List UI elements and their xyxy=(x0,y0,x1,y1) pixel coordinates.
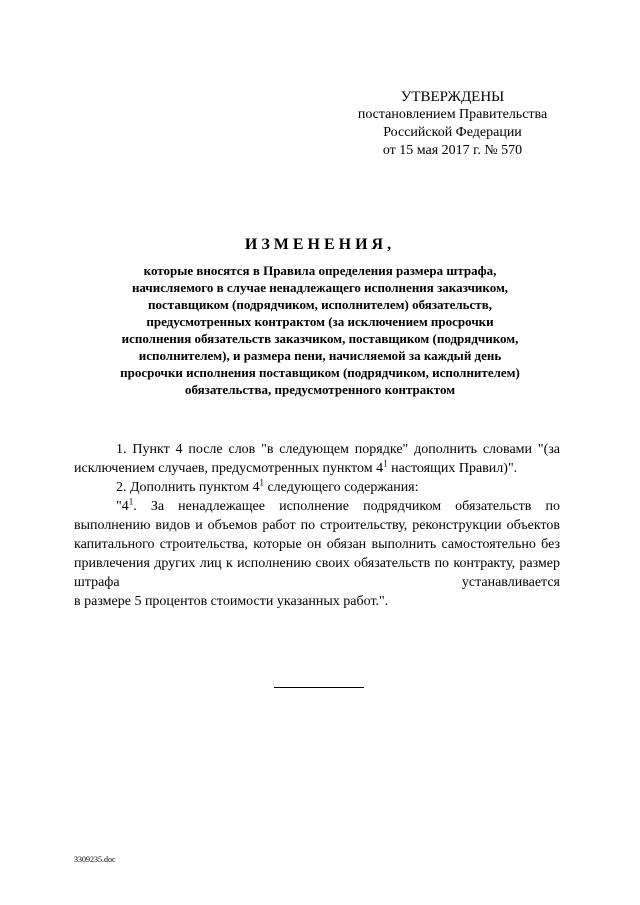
subtitle-line: предусмотренных контрактом (за исключением просрочки xyxy=(146,314,494,329)
approval-date-line: от 15 мая 2017 г. № 570 xyxy=(382,143,523,158)
paragraph-1-text: 1. Пункт 4 после слов "в следующем порядке" дополнить словами "(за исключением случаев, предусмотренных пунктом 4 xyxy=(74,442,560,476)
document-subtitle xyxy=(60,262,580,398)
paragraph-2-text-end: следующего содержания: xyxy=(263,480,419,495)
paragraph-3-text: . За ненадлежащее исполнение подрядчиком обязательств по выполнению видов и объемов работ по строительству, реконструкции объектов капитального строительства, которые он обязан выполнить самостоятельно без привлечения других лиц к исполнению своих обязательств по контракту, размер штрафа устанавливается xyxy=(74,499,560,590)
paragraph-2-text: 2. Дополнить пунктом 4 xyxy=(116,480,260,495)
subtitle-line: обязательства, предусмотренного контрактом xyxy=(184,382,456,397)
paragraph-2 xyxy=(74,478,560,497)
approval-stamp xyxy=(345,88,560,160)
subtitle-line: поставщиком (подрядчиком, исполнителем) обязательств, xyxy=(148,297,492,312)
document-body xyxy=(74,440,560,611)
superscript: 1 xyxy=(259,477,264,488)
superscript: 1 xyxy=(128,496,134,507)
superscript: 1 xyxy=(383,458,388,469)
subtitle-line: которые вносятся в Правила определения размера штрафа, xyxy=(143,263,497,278)
paragraph-1 xyxy=(74,440,560,478)
divider-line xyxy=(274,687,364,688)
paragraph-3-last-line: в размере 5 процентов стоимости указанных работ.". xyxy=(74,594,389,609)
approval-line-1: постановлением Правительства xyxy=(357,107,548,122)
subtitle-line: начисляемого в случае ненадлежащего исполнения заказчиком, xyxy=(131,280,509,295)
subtitle-line: исполнения обязательств заказчиком, поставщиком (подрядчиком, xyxy=(121,331,519,346)
document-heading xyxy=(60,236,580,398)
subtitle-line: просрочки исполнения поставщиком (подрядчиком, исполнителем) xyxy=(120,365,520,380)
approval-line-2: Российской Федерации xyxy=(383,125,522,140)
subtitle-line: исполнителем), и размера пени, начисляемой за каждый день xyxy=(138,348,502,363)
file-code: 3309235.doc xyxy=(74,855,116,864)
paragraph-3-quote-start: "4 xyxy=(116,499,129,514)
paragraph-1-text-end: настоящих Правил)". xyxy=(387,461,518,476)
paragraph-3 xyxy=(74,497,560,592)
document-title: ИЗМЕНЕНИЯ, xyxy=(244,236,396,253)
approval-title: УТВЕРЖДЕНЫ xyxy=(400,89,505,105)
